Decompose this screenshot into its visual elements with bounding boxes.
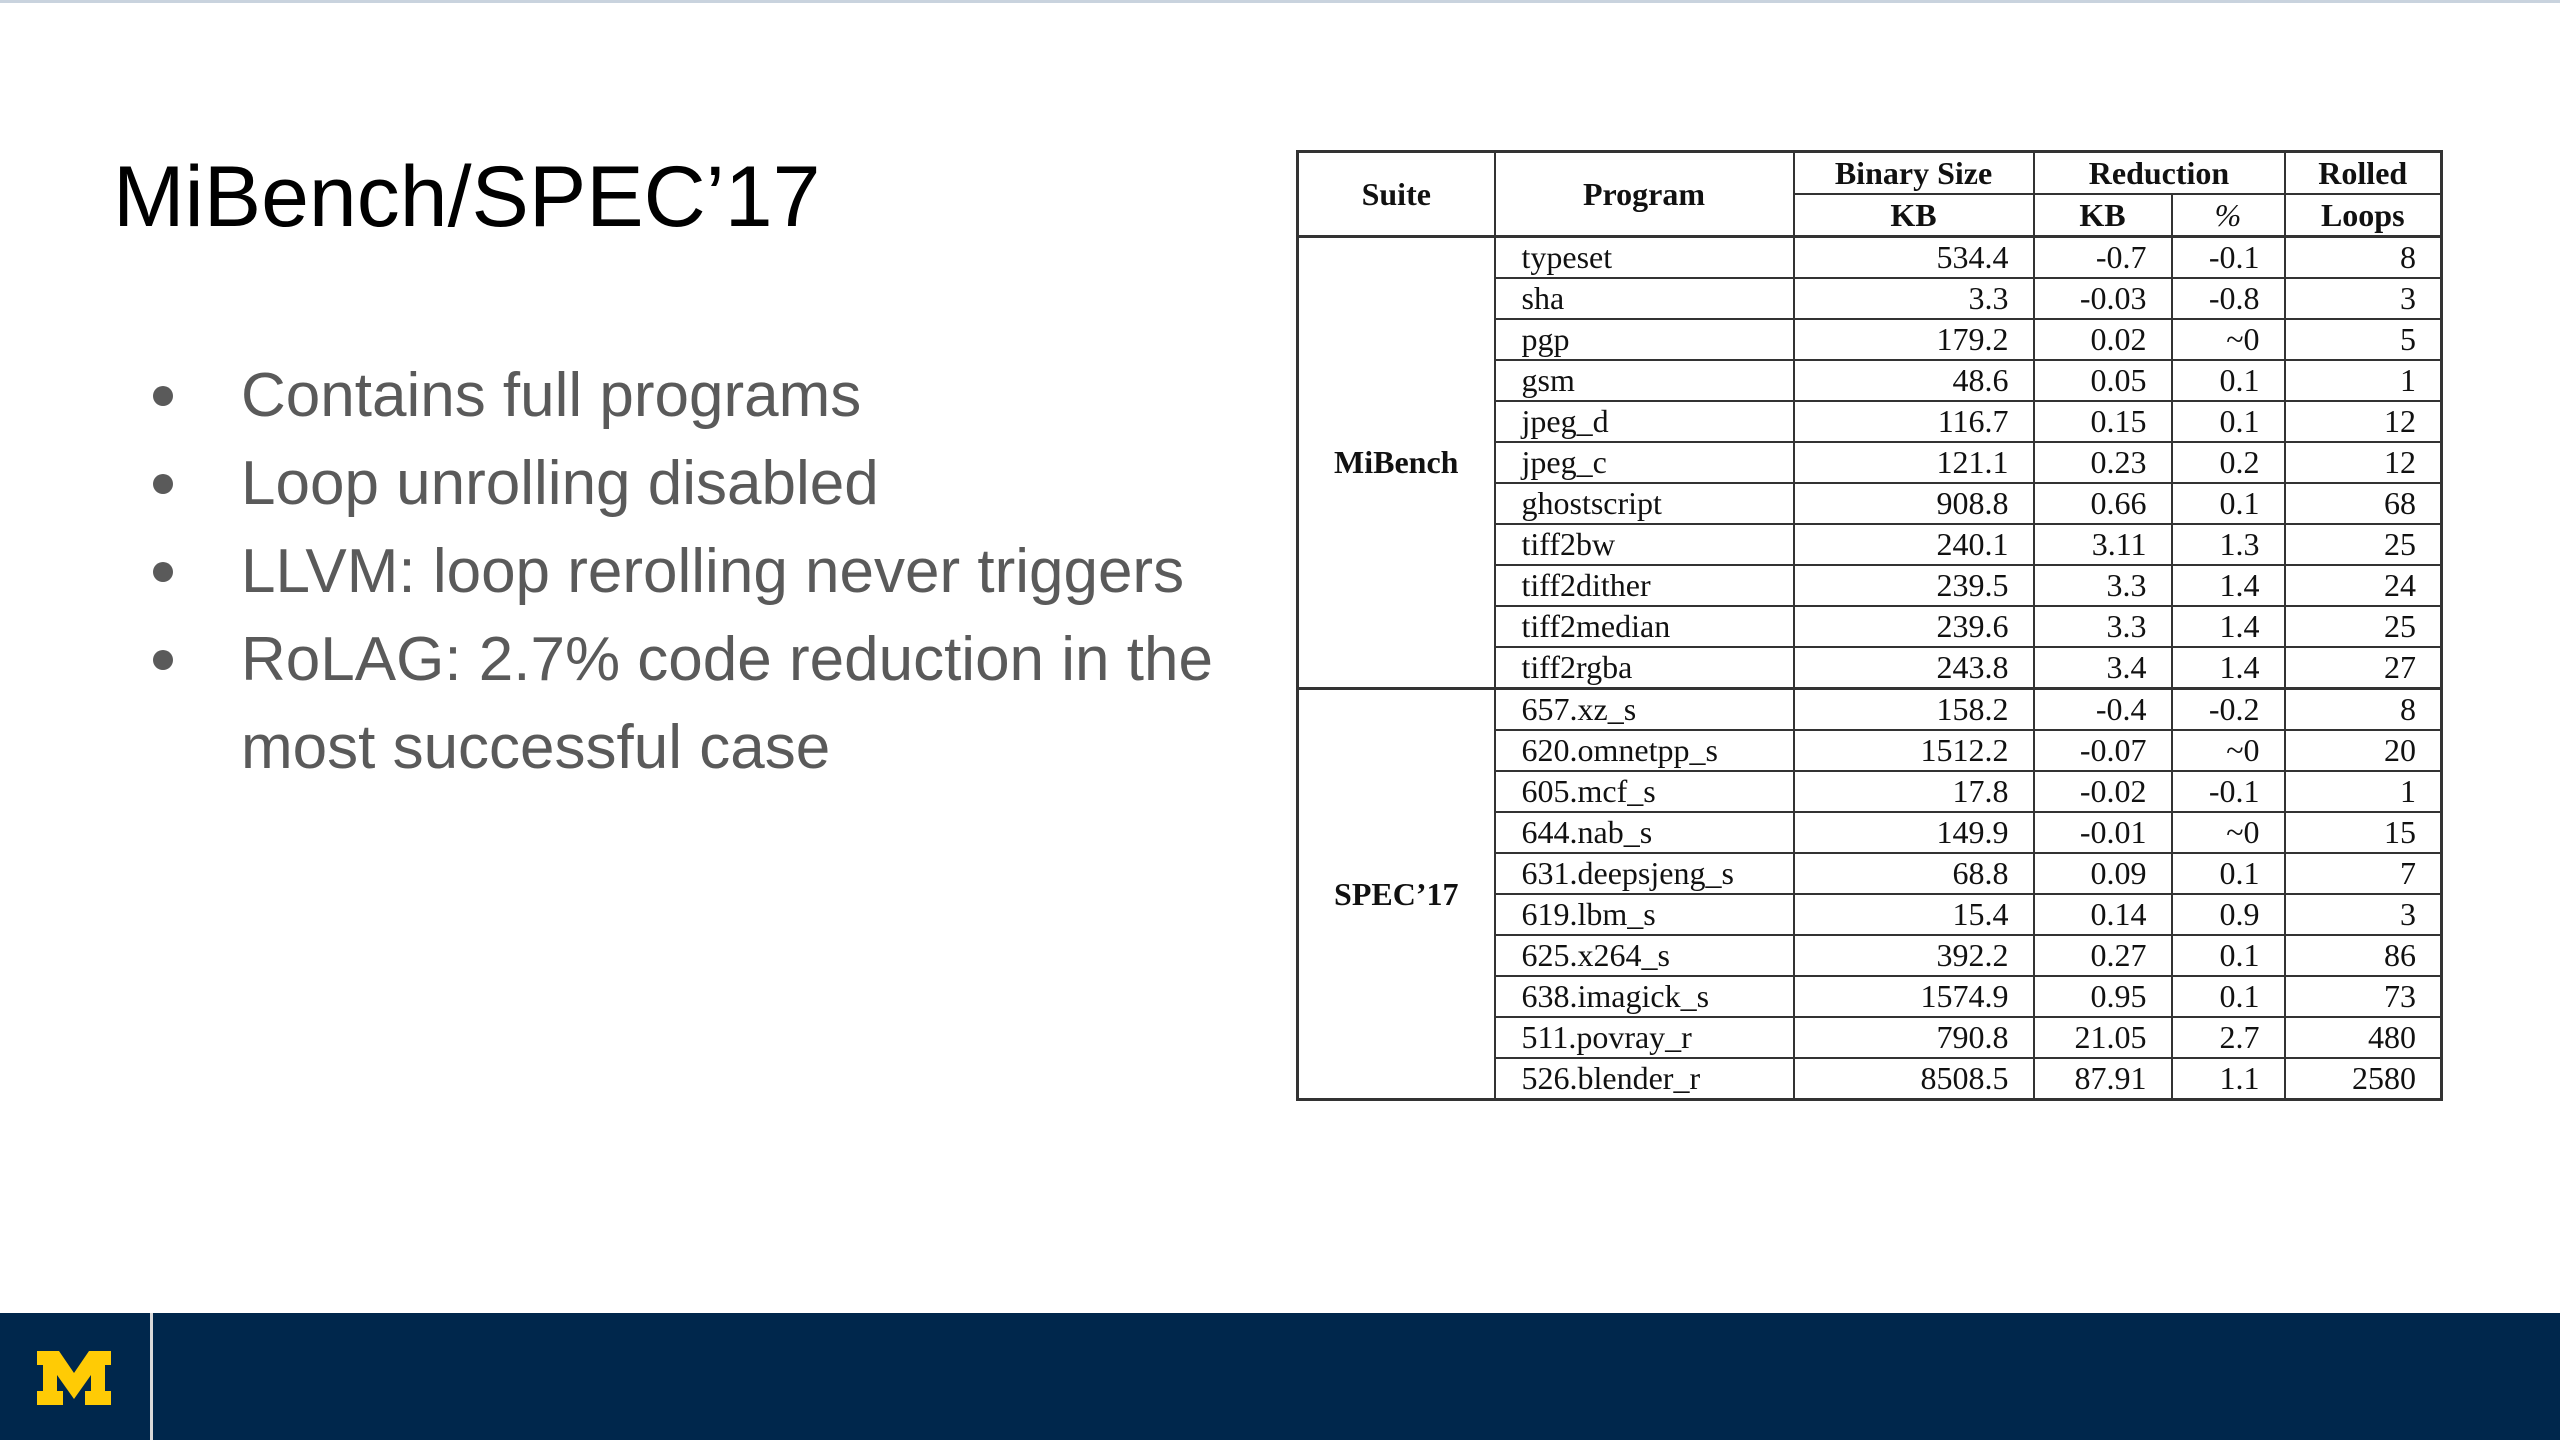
header-reduction-pct: %: [2172, 194, 2285, 237]
binary-size-cell: 15.4: [1794, 894, 2034, 935]
rolled-loops-cell: 8: [2285, 689, 2442, 731]
suite-cell: SPEC’17: [1298, 689, 1495, 1100]
binary-size-cell: 1574.9: [1794, 976, 2034, 1017]
rolled-loops-cell: 3: [2285, 278, 2442, 319]
program-cell: sha: [1495, 278, 1794, 319]
header-suite: Suite: [1298, 152, 1495, 237]
rolled-loops-cell: 24: [2285, 565, 2442, 606]
rolled-loops-cell: 86: [2285, 935, 2442, 976]
reduction-kb-cell: 3.3: [2034, 606, 2172, 647]
reduction-kb-cell: -0.01: [2034, 812, 2172, 853]
reduction-kb-cell: -0.7: [2034, 237, 2172, 279]
reduction-pct-cell: 1.4: [2172, 647, 2285, 689]
reduction-kb-cell: 3.11: [2034, 524, 2172, 565]
reduction-pct-cell: 0.9: [2172, 894, 2285, 935]
binary-size-cell: 158.2: [1794, 689, 2034, 731]
rolled-loops-cell: 480: [2285, 1017, 2442, 1058]
rolled-loops-cell: 15: [2285, 812, 2442, 853]
program-cell: 625.x264_s: [1495, 935, 1794, 976]
reduction-kb-cell: 0.15: [2034, 401, 2172, 442]
binary-size-cell: 790.8: [1794, 1017, 2034, 1058]
program-cell: pgp: [1495, 319, 1794, 360]
reduction-pct-cell: -0.1: [2172, 771, 2285, 812]
bullet-list: [140, 352, 1260, 792]
binary-size-cell: 908.8: [1794, 483, 2034, 524]
rolled-loops-cell: 12: [2285, 401, 2442, 442]
table-row: [1298, 237, 2442, 279]
program-cell: 638.imagick_s: [1495, 976, 1794, 1017]
reduction-pct-cell: 0.1: [2172, 853, 2285, 894]
reduction-kb-cell: -0.02: [2034, 771, 2172, 812]
footer-bar: [0, 1313, 2560, 1440]
rolled-loops-cell: 27: [2285, 647, 2442, 689]
reduction-pct-cell: 1.4: [2172, 606, 2285, 647]
reduction-pct-cell: 0.1: [2172, 401, 2285, 442]
header-reduction: Reduction: [2034, 152, 2285, 195]
reduction-pct-cell: -0.2: [2172, 689, 2285, 731]
binary-size-cell: 68.8: [1794, 853, 2034, 894]
program-cell: 511.povray_r: [1495, 1017, 1794, 1058]
block-m-logo-icon: [35, 1351, 113, 1405]
binary-size-cell: 239.6: [1794, 606, 2034, 647]
slide-title: MiBench/SPEC’17: [113, 149, 821, 245]
reduction-kb-cell: 0.95: [2034, 976, 2172, 1017]
reduction-pct-cell: -0.1: [2172, 237, 2285, 279]
program-cell: 644.nab_s: [1495, 812, 1794, 853]
reduction-kb-cell: 0.09: [2034, 853, 2172, 894]
reduction-pct-cell: -0.8: [2172, 278, 2285, 319]
rolled-loops-cell: 3: [2285, 894, 2442, 935]
binary-size-cell: 48.6: [1794, 360, 2034, 401]
reduction-kb-cell: 21.05: [2034, 1017, 2172, 1058]
reduction-pct-cell: 1.1: [2172, 1058, 2285, 1100]
reduction-pct-cell: 0.1: [2172, 976, 2285, 1017]
reduction-pct-cell: 0.2: [2172, 442, 2285, 483]
binary-size-cell: 116.7: [1794, 401, 2034, 442]
reduction-pct-cell: 1.4: [2172, 565, 2285, 606]
top-divider: [0, 0, 2560, 3]
program-cell: 619.lbm_s: [1495, 894, 1794, 935]
program-cell: typeset: [1495, 237, 1794, 279]
rolled-loops-cell: 7: [2285, 853, 2442, 894]
reduction-kb-cell: -0.07: [2034, 730, 2172, 771]
reduction-pct-cell: ~0: [2172, 730, 2285, 771]
reduction-kb-cell: 3.3: [2034, 565, 2172, 606]
binary-size-cell: 121.1: [1794, 442, 2034, 483]
reduction-pct-cell: 0.1: [2172, 935, 2285, 976]
binary-size-cell: 17.8: [1794, 771, 2034, 812]
binary-size-cell: 392.2: [1794, 935, 2034, 976]
program-cell: jpeg_d: [1495, 401, 1794, 442]
program-cell: 605.mcf_s: [1495, 771, 1794, 812]
rolled-loops-cell: 73: [2285, 976, 2442, 1017]
rolled-loops-cell: 1: [2285, 771, 2442, 812]
rolled-loops-cell: 20: [2285, 730, 2442, 771]
reduction-pct-cell: 0.1: [2172, 483, 2285, 524]
binary-size-cell: 1512.2: [1794, 730, 2034, 771]
reduction-pct-cell: 2.7: [2172, 1017, 2285, 1058]
reduction-kb-cell: -0.4: [2034, 689, 2172, 731]
table-row: [1298, 689, 2442, 731]
rolled-loops-cell: 25: [2285, 524, 2442, 565]
results-table-container: [1296, 150, 2443, 1101]
header-reduction-kb: KB: [2034, 194, 2172, 237]
bullet-item: RoLAG: 2.7% code reduction in the most successful case: [140, 616, 1260, 792]
binary-size-cell: 239.5: [1794, 565, 2034, 606]
header-binary-size-unit: KB: [1794, 194, 2034, 237]
header-loops: Loops: [2285, 194, 2442, 237]
reduction-kb-cell: 0.02: [2034, 319, 2172, 360]
reduction-kb-cell: 0.05: [2034, 360, 2172, 401]
reduction-kb-cell: 0.23: [2034, 442, 2172, 483]
reduction-pct-cell: 0.1: [2172, 360, 2285, 401]
header-program: Program: [1495, 152, 1794, 237]
reduction-kb-cell: 0.14: [2034, 894, 2172, 935]
program-cell: gsm: [1495, 360, 1794, 401]
reduction-kb-cell: 0.27: [2034, 935, 2172, 976]
reduction-kb-cell: 0.66: [2034, 483, 2172, 524]
rolled-loops-cell: 1: [2285, 360, 2442, 401]
reduction-kb-cell: -0.03: [2034, 278, 2172, 319]
binary-size-cell: 3.3: [1794, 278, 2034, 319]
program-cell: 631.deepsjeng_s: [1495, 853, 1794, 894]
program-cell: ghostscript: [1495, 483, 1794, 524]
program-cell: jpeg_c: [1495, 442, 1794, 483]
program-cell: tiff2rgba: [1495, 647, 1794, 689]
footer-divider: [150, 1313, 153, 1440]
header-binary-size: Binary Size: [1794, 152, 2034, 195]
reduction-pct-cell: ~0: [2172, 319, 2285, 360]
table-body: [1298, 237, 2442, 1100]
rolled-loops-cell: 2580: [2285, 1058, 2442, 1100]
program-cell: tiff2dither: [1495, 565, 1794, 606]
rolled-loops-cell: 5: [2285, 319, 2442, 360]
binary-size-cell: 243.8: [1794, 647, 2034, 689]
bullet-item: Loop unrolling disabled: [140, 440, 1260, 528]
rolled-loops-cell: 68: [2285, 483, 2442, 524]
binary-size-cell: 149.9: [1794, 812, 2034, 853]
rolled-loops-cell: 25: [2285, 606, 2442, 647]
program-cell: tiff2bw: [1495, 524, 1794, 565]
results-table: [1296, 150, 2443, 1101]
reduction-pct-cell: 1.3: [2172, 524, 2285, 565]
program-cell: tiff2median: [1495, 606, 1794, 647]
program-cell: 657.xz_s: [1495, 689, 1794, 731]
binary-size-cell: 534.4: [1794, 237, 2034, 279]
binary-size-cell: 240.1: [1794, 524, 2034, 565]
rolled-loops-cell: 12: [2285, 442, 2442, 483]
program-cell: 526.blender_r: [1495, 1058, 1794, 1100]
binary-size-cell: 8508.5: [1794, 1058, 2034, 1100]
program-cell: 620.omnetpp_s: [1495, 730, 1794, 771]
rolled-loops-cell: 8: [2285, 237, 2442, 279]
reduction-kb-cell: 3.4: [2034, 647, 2172, 689]
bullet-item: Contains full programs: [140, 352, 1260, 440]
bullet-item: LLVM: loop rerolling never triggers: [140, 528, 1260, 616]
suite-cell: MiBench: [1298, 237, 1495, 689]
binary-size-cell: 179.2: [1794, 319, 2034, 360]
header-rolled: Rolled: [2285, 152, 2442, 195]
reduction-kb-cell: 87.91: [2034, 1058, 2172, 1100]
reduction-pct-cell: ~0: [2172, 812, 2285, 853]
